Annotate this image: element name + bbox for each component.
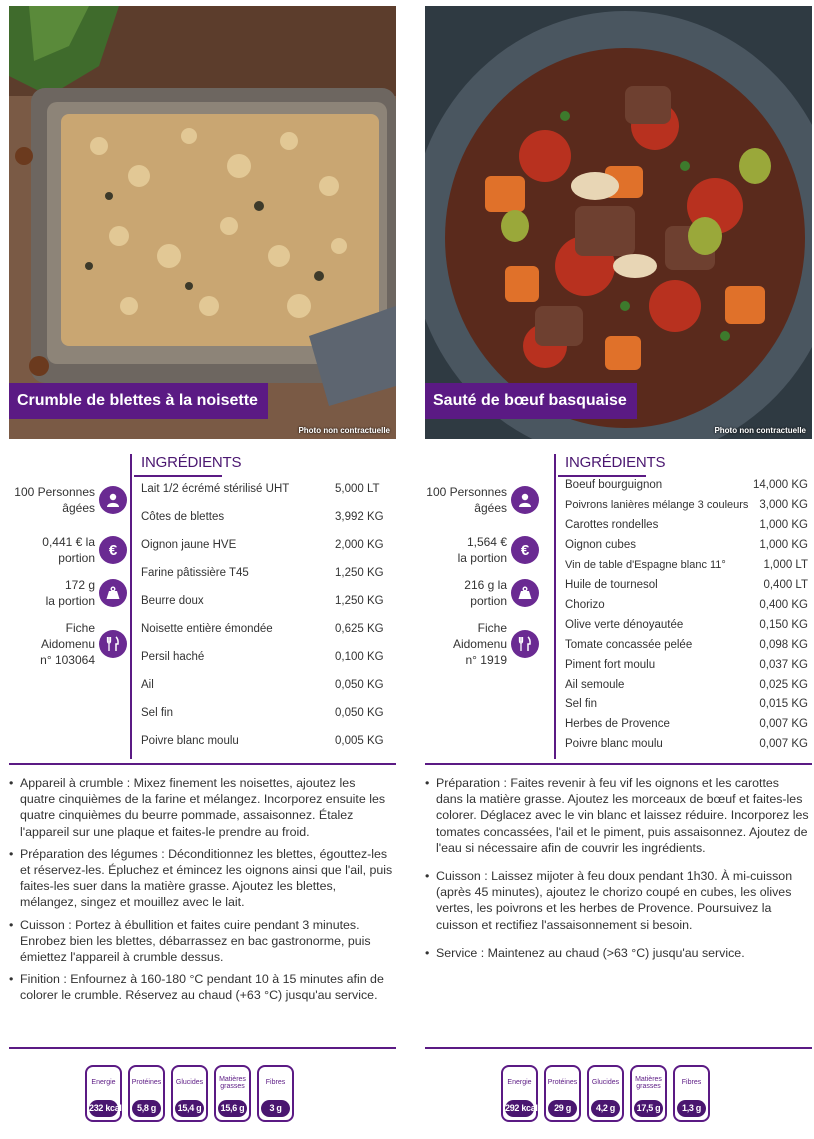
step-item: • Service : Maintenez au chaud (>63 °C) jusqu'au service. [425, 945, 809, 961]
recipe-sheet-info: Fiche Aidomenu n° 1919 [425, 620, 539, 668]
step-item: • Cuisson : Portez à ébullition et faites cuire pendant 3 minutes. Enrobez bien les blettes, débarrassez en bac gastronorme, puis émiettez l'appareil à crumble dessus. [9, 917, 393, 966]
weight-icon [99, 579, 127, 607]
nutrition-energy: Energie 292 kcal [501, 1065, 538, 1122]
price-info: 1,564 € la portion € [458, 534, 539, 566]
divider [9, 1047, 396, 1049]
divider [425, 1047, 812, 1049]
weight-icon [511, 579, 539, 607]
divider [425, 763, 812, 765]
step-item: • Préparation des légumes : Déconditionnez les blettes, égouttez-les et réservez-les. Épluchez et émincez les oignons ainsi que l'ail, puis faites-les suer dans la matière grasse. Ajoutez les blettes, mélangez, singez et mouillez avec le lait. [9, 846, 393, 911]
photo-disclaimer: Photo non contractuelle [298, 426, 390, 435]
recipe-photo [425, 6, 812, 439]
nutrition-energy: Energie 232 kcal [85, 1065, 122, 1122]
portion-weight-info: 216 g la portion [464, 577, 539, 609]
nutrition-carbs: Glucides 15,4 g [171, 1065, 208, 1122]
portion-weight-info: 172 g la portion [46, 577, 127, 609]
step-item: • Appareil à crumble : Mixez finement les noisettes, ajoutez les quatre cinquièmes de la farine et mélangez. Incorporez ensuite les quatre cinquièmes du beurre pommade, assaisonnez. Étalez l'appareil sur une plaque et faites-le prendre au froid. [9, 775, 393, 840]
nutrition-fat: Matières grasses 17,5 g [630, 1065, 667, 1122]
photo-disclaimer: Photo non contractuelle [714, 426, 806, 435]
step-item: • Finition : Enfournez à 160-180 °C pendant 10 à 15 minutes afin de colorer le crumble. Réservez au chaud (+63 °C) jusqu'au service. [9, 971, 393, 1003]
nutrition-facts [501, 1065, 716, 1122]
nutrition-facts [85, 1065, 300, 1122]
person-icon [511, 486, 539, 514]
divider [9, 763, 396, 765]
preparation-steps [425, 775, 809, 973]
cutlery-icon [511, 630, 539, 658]
divider [134, 475, 222, 477]
nutrition-fiber: Fibres 3 g [257, 1065, 294, 1122]
ingredients-section: INGRÉDIENTS Boeuf bourguignon 14,000 KG Poivrons lanières mélange 3 couleurs 3,000 KG Carottes rondelles 1,000 KG Oignon cubes 1,000 KG Vin de table d'Espagne blanc 11° 1,000 LT Huile de tournesol 0,400 LT Chorizo 0,400 KG Olive verte dénoyautée 0,150 KG Tomate concassée pelée 0,098 KG Piment fort moulu 0,037 KG Ail semoule 0,025 KG Sel fin 0,015 KG Herbes de Provence 0,007 KG Poivre blanc moulu 0,007 KG [554, 454, 814, 759]
price-info: 0,441 € la portion € [42, 534, 127, 566]
euro-icon: € [99, 536, 127, 564]
euro-icon: € [511, 536, 539, 564]
ingredients-section: INGRÉDIENTS Lait 1/2 écrémé stérilisé UHT 5,000 LT Côtes de blettes 3,992 KG Oignon jaune HVE 2,000 KG Farine pâtissière T45 1,250 KG Beurre doux 1,250 KG Noisette entière émondée 0,625 KG Persil haché 0,100 KG Ail 0,050 KG Sel fin 0,050 KG Poivre blanc moulu 0,005 KG [130, 454, 398, 759]
recipe-card-left [9, 0, 396, 1139]
nutrition-fiber: Fibres 1,3 g [673, 1065, 710, 1122]
step-item: • Cuisson : Laissez mijoter à feu doux pendant 1h30. À mi-cuisson (après 45 minutes), ajoutez le chorizo coupé en cubes, les olives vertes, les poivrons et les herbes de Provence. Poursuivez la cuisson et rectifiez l'assaisonnement si besoin. [425, 868, 809, 933]
recipe-title: Sauté de bœuf basquaise [425, 383, 637, 419]
cutlery-icon [99, 630, 127, 658]
recipe-photo [9, 6, 396, 439]
divider [558, 475, 646, 477]
recipe-sheet-info: Fiche Aidomenu n° 103064 [9, 620, 127, 668]
servings-info: 100 Personnes âgées [14, 484, 127, 516]
ingredients-title: INGRÉDIENTS [141, 454, 242, 471]
nutrition-proteins: Protéines 29 g [544, 1065, 581, 1122]
nutrition-fat: Matières grasses 15,6 g [214, 1065, 251, 1122]
ingredients-title: INGRÉDIENTS [565, 454, 666, 471]
recipe-card-right [425, 0, 812, 1139]
servings-info: 100 Personnes âgées [426, 484, 539, 516]
nutrition-carbs: Glucides 4,2 g [587, 1065, 624, 1122]
person-icon [99, 486, 127, 514]
step-item: • Préparation : Faites revenir à feu vif les oignons et les carottes dans la matière grasse. Ajoutez les morceaux de bœuf et faites-les colorer. Déglacez avec le vin blanc et laissez réduire. Incorporez les tomates concassées, l'ail et le piment, puis assaisonnez. Ajoutez de l'eau si nécessaire afin de couvrir les ingrédients. [425, 775, 809, 856]
preparation-steps [9, 775, 393, 1010]
nutrition-proteins: Protéines 5,8 g [128, 1065, 165, 1122]
recipe-title: Crumble de blettes à la noisette [9, 383, 268, 419]
